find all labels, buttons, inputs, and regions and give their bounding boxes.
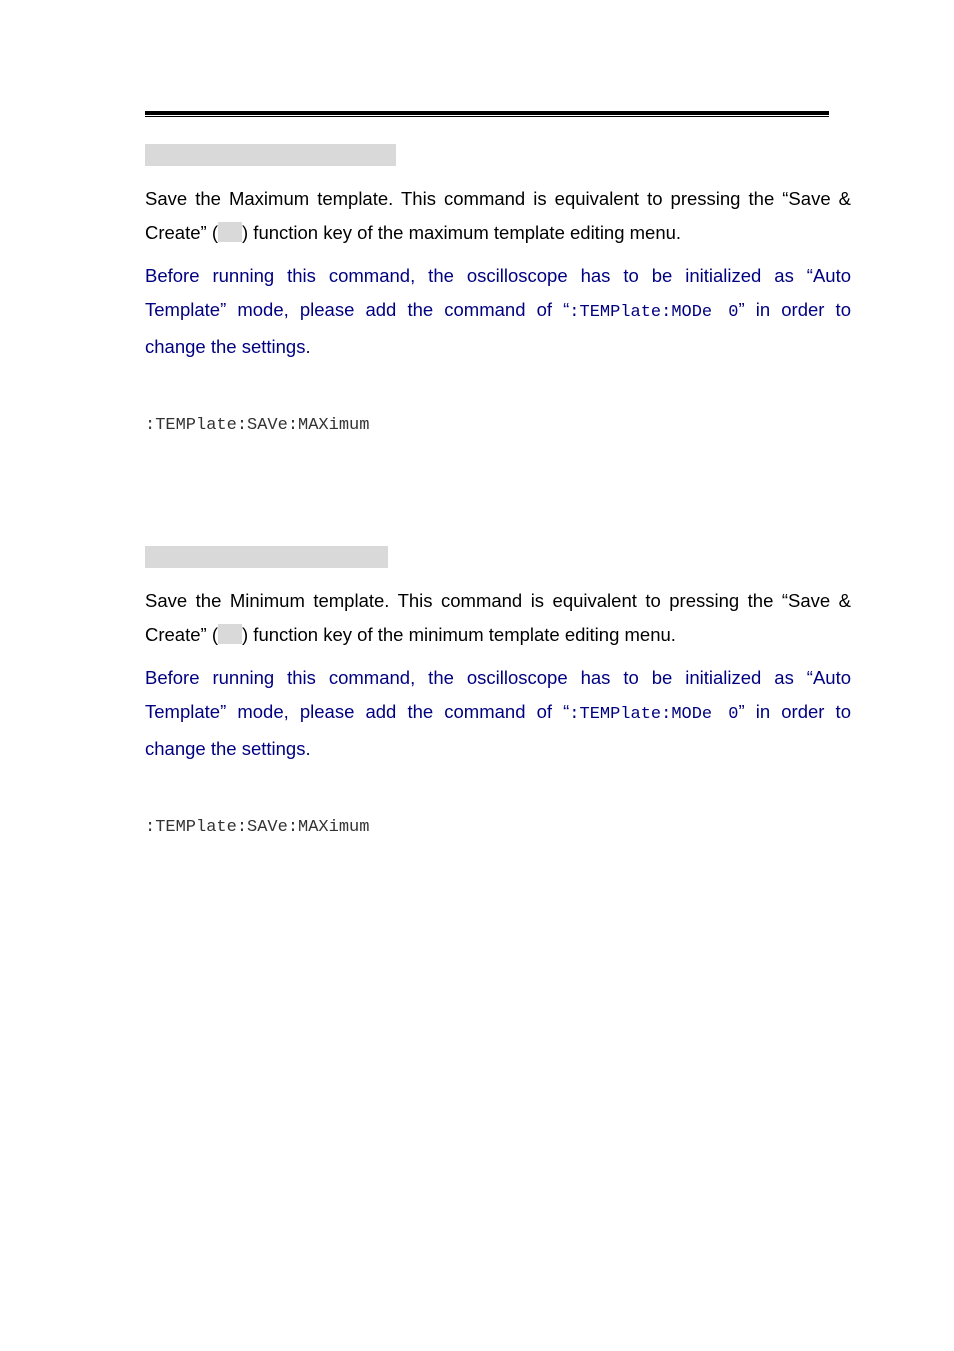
command-description — [145, 584, 851, 652]
note-code: :TEMPlate:MODe 0 — [569, 303, 739, 322]
description-text: Save the Minimum template. This command is equivalent to pressing the “Save & Create” ( — [145, 590, 851, 645]
note-text-cont: ” in order to change the settings. — [145, 701, 851, 759]
command-note — [145, 259, 851, 364]
function-key-icon — [218, 222, 242, 242]
command-description — [145, 182, 851, 250]
function-key-icon — [218, 624, 242, 644]
header-rule — [145, 111, 829, 115]
command-heading-redacted — [145, 144, 396, 166]
note-text: Before running this command, the oscilloscope has to be initialized as “Auto Template” mode, please add the command of “ — [145, 265, 851, 320]
command-section-save-minimum — [145, 546, 851, 766]
command-note — [145, 661, 851, 766]
command-example: :TEMPlate:SAVe:MAXimum — [145, 818, 370, 837]
note-code: :TEMPlate:MODe 0 — [569, 705, 739, 724]
note-text-cont: ” in order to change the settings. — [145, 299, 851, 357]
description-text: Save the Maximum template. This command is equivalent to pressing the “Save & Create” ( — [145, 188, 851, 243]
header-rule-thin — [145, 116, 829, 117]
command-example: :TEMPlate:SAVe:MAXimum — [145, 416, 370, 435]
description-text-cont: ) function key of the maximum template editing menu. — [242, 222, 682, 243]
note-text: Before running this command, the oscilloscope has to be initialized as “Auto Template” mode, please add the command of “ — [145, 667, 851, 722]
command-section-save-maximum — [145, 144, 851, 364]
description-text-cont: ) function key of the minimum template editing menu. — [242, 624, 676, 645]
command-heading-redacted — [145, 546, 388, 568]
